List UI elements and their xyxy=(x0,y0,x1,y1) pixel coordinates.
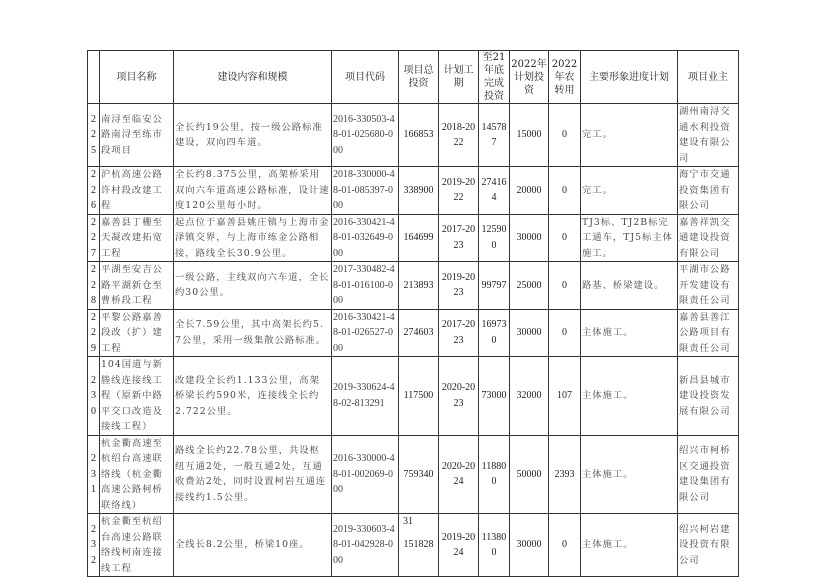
cell-code: 2016-330421-48-01-026527-000 xyxy=(332,309,399,357)
cell-period: 2017-2023 xyxy=(439,214,479,262)
table-row xyxy=(88,435,739,514)
header-row xyxy=(88,51,739,104)
cell-land: 0 xyxy=(549,104,581,167)
cell-code: 2017-330482-48-01-016100-000 xyxy=(332,262,399,310)
cell-land: 0 xyxy=(549,309,581,357)
cell-period: 2020-2024 xyxy=(439,435,479,514)
cell-owner: 嘉善祥凯交通建设投资有限公司 xyxy=(678,214,739,262)
cell-code: 2019-330603-48-01-042928-000 xyxy=(332,514,399,577)
cell-period: 2017-2023 xyxy=(439,309,479,357)
cell-total: 338900 xyxy=(399,167,439,215)
cell-content: 全长约8.375公里，高架桥采用双向六车道高速公路标准，设计速度120公里每小时。 xyxy=(174,167,332,215)
cell-no: 232 xyxy=(88,514,100,577)
cell-code: 2018-330000-48-01-085397-000 xyxy=(332,167,399,215)
cell-period: 2019-2023 xyxy=(439,262,479,310)
cell-period: 2018-2022 xyxy=(439,104,479,167)
cell-name: 沪杭高速公路许村段改建工程 xyxy=(100,167,174,215)
cell-name: 南浔至临安公路南浔至练市段项目 xyxy=(100,104,174,167)
cell-no: 231 xyxy=(88,435,100,514)
cell-content: 全长约19公里，按一级公路标准建设，双向四车道。 xyxy=(174,104,332,167)
cell-content: 一级公路，主线双向六车道，全长约30公里。 xyxy=(174,262,332,310)
table-row xyxy=(88,104,739,167)
cell-done: 99797 xyxy=(479,262,510,310)
cell-done: 274164 xyxy=(479,167,510,215)
cell-progress: 完工。 xyxy=(581,104,678,167)
cell-name: 杭金衢至杭绍台高速公路联络线柯南连接线工程 xyxy=(100,514,174,577)
cell-no: 225 xyxy=(88,104,100,167)
cell-progress: 路基、桥梁建设。 xyxy=(581,262,678,310)
cell-code: 2016-330503-48-01-025680-000 xyxy=(332,104,399,167)
cell-land: 0 xyxy=(549,262,581,310)
cell-progress: 完工。 xyxy=(581,167,678,215)
cell-plan: 30000 xyxy=(510,309,549,357)
cell-period: 2020-2023 xyxy=(439,357,479,436)
cell-total: 274603 xyxy=(399,309,439,357)
cell-owner: 绍兴柯岩建设投资有限公司 xyxy=(678,514,739,577)
table-row xyxy=(88,214,739,262)
cell-progress: 主体施工。 xyxy=(581,514,678,577)
cell-content: 改建段全长约1.133公里，高架桥梁长约590米，连接线全长约2.722公里。 xyxy=(174,357,332,436)
cell-no: 228 xyxy=(88,262,100,310)
header-plan: 2022年计划投资 xyxy=(510,51,549,104)
cell-owner: 湖州南浔交通水利投资建设有限公司 xyxy=(678,104,739,167)
page-number: 31 xyxy=(403,516,413,527)
cell-done: 169730 xyxy=(479,309,510,357)
cell-period: 2019-2022 xyxy=(439,167,479,215)
cell-plan: 20000 xyxy=(510,167,549,215)
table-row xyxy=(88,262,739,310)
cell-name: 杭金衢高速至杭绍台高速联络线（杭金衢高速公路柯桥联络线） xyxy=(100,435,174,514)
cell-no: 230 xyxy=(88,357,100,436)
header-progress: 主要形象进度计划 xyxy=(581,51,678,104)
cell-owner: 平湖市公路开发建设有限责任公司 xyxy=(678,262,739,310)
header-owner: 项目业主 xyxy=(678,51,739,104)
cell-land: 107 xyxy=(549,357,581,436)
cell-done: 125900 xyxy=(479,214,510,262)
cell-no: 226 xyxy=(88,167,100,215)
cell-plan: 50000 xyxy=(510,435,549,514)
cell-plan: 30000 xyxy=(510,214,549,262)
header-no xyxy=(88,51,100,104)
cell-period: 2019-2024 xyxy=(439,514,479,577)
cell-content: 全线长8.2公里，桥梁10座。 xyxy=(174,514,332,577)
header-name: 项目名称 xyxy=(100,51,174,104)
cell-content: 全长7.59公里，其中高架长约5.7公里，采用一级集散公路标准。 xyxy=(174,309,332,357)
cell-progress: 主体施工。 xyxy=(581,435,678,514)
cell-land: 2393 xyxy=(549,435,581,514)
cell-total: 117500 xyxy=(399,357,439,436)
project-table xyxy=(87,50,739,577)
cell-progress: 主体施工。 xyxy=(581,309,678,357)
cell-total: 759340 xyxy=(399,435,439,514)
header-total: 项目总投资 xyxy=(399,51,439,104)
cell-no: 227 xyxy=(88,214,100,262)
cell-no: 229 xyxy=(88,309,100,357)
cell-land: 0 xyxy=(549,514,581,577)
cell-name: 平黎公路嘉善段改（扩）建工程 xyxy=(100,309,174,357)
cell-done: 118800 xyxy=(479,435,510,514)
cell-done: 145787 xyxy=(479,104,510,167)
cell-done: 73000 xyxy=(479,357,510,436)
cell-plan: 32000 xyxy=(510,357,549,436)
header-period: 计划工期 xyxy=(439,51,479,104)
cell-code: 2016-330000-48-01-002069-000 xyxy=(332,435,399,514)
cell-code: 2019-330624-48-02-813291 xyxy=(332,357,399,436)
table-row xyxy=(88,309,739,357)
cell-content: 起点位于嘉善县姚庄镇与上海市金泽镇交界，与上海市练金公路相接，路线全长30.9公里。 xyxy=(174,214,332,262)
cell-name: 嘉善县丁栅至天凝改建拓宽工程 xyxy=(100,214,174,262)
cell-progress: TJ3标、TJ2B标完工通车，TJ5标主体施工。 xyxy=(581,214,678,262)
cell-owner: 海宁市交通投资集团有限公司 xyxy=(678,167,739,215)
cell-content: 路线全长约22.78公里，共设枢纽互通2处，一般互通2处，互通收费站2处，同时设置柯岩互通连接线约1.5公里。 xyxy=(174,435,332,514)
header-land: 2022年农转用 xyxy=(549,51,581,104)
cell-total: 151828 xyxy=(399,514,439,577)
cell-progress: 主体施工。 xyxy=(581,357,678,436)
header-code: 项目代码 xyxy=(332,51,399,104)
cell-plan: 30000 xyxy=(510,514,549,577)
cell-land: 0 xyxy=(549,167,581,215)
header-done: 至21年底完成投资 xyxy=(479,51,510,104)
cell-owner: 绍兴市柯桥区交通投资建设集团有限公司 xyxy=(678,435,739,514)
cell-code: 2016-330421-48-01-032649-000 xyxy=(332,214,399,262)
cell-land: 0 xyxy=(549,214,581,262)
cell-plan: 15000 xyxy=(510,104,549,167)
table-row xyxy=(88,167,739,215)
cell-name: 104国道与新塍线连接线工程（原新中路平交口改造及接线工程） xyxy=(100,357,174,436)
cell-total: 164699 xyxy=(399,214,439,262)
header-content: 建设内容和规模 xyxy=(174,51,332,104)
cell-plan: 25000 xyxy=(510,262,549,310)
cell-owner: 新昌县城市建设投资发展有限公司 xyxy=(678,357,739,436)
cell-owner: 嘉善县善江公路项目有限责任公司 xyxy=(678,309,739,357)
cell-name: 平湖至安吉公路平湖新仓至曹桥段工程 xyxy=(100,262,174,310)
table-row xyxy=(88,357,739,436)
cell-done: 113800 xyxy=(479,514,510,577)
cell-total: 213893 xyxy=(399,262,439,310)
cell-total: 166853 xyxy=(399,104,439,167)
